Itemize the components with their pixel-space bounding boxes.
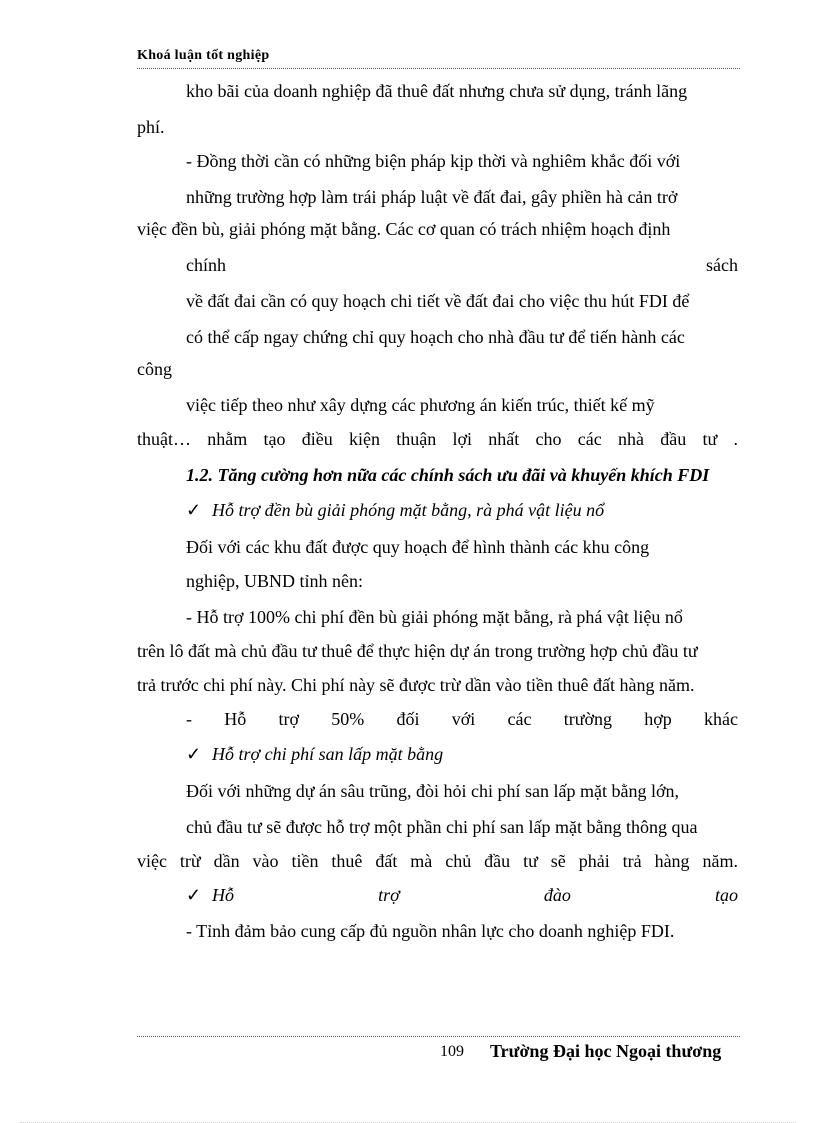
text-line: chủ đầu tư sẽ được hỗ trợ một phần chi phí san lấp mặt bằng thông qua: [186, 817, 698, 837]
bullet-item: [186, 499, 604, 521]
text-line: việc đền bù, giải phóng mặt bằng. Các cơ quan có trách nhiệm hoạch định: [137, 219, 671, 239]
bullet-item: [186, 884, 738, 906]
checkmark-icon: ✓: [186, 885, 202, 905]
running-header: Khoá luận tốt nghiệp: [137, 48, 270, 63]
section-heading: 1.2. Tăng cường hơn nữa các chính sách ưu đãi và khuyến khích FDI: [186, 465, 710, 485]
text-line: trên lô đất mà chủ đầu tư thuê để thực hiện dự án trong trường hợp chủ đầu tư: [137, 641, 698, 661]
header-divider: [137, 68, 740, 69]
text-line: công: [137, 359, 172, 379]
text-line: kho bãi của doanh nghiệp đã thuê đất nhưng chưa sử dụng, tránh lãng: [186, 81, 688, 101]
page-number: 109: [440, 1043, 464, 1060]
text-line: - Hỗ trợ 100% chi phí đền bù giải phóng mặt bằng, rà phá vật liệu nổ: [186, 607, 683, 627]
footer-school-name: Trường Đại học Ngoại thương: [490, 1041, 722, 1061]
checkmark-icon: ✓: [186, 744, 202, 764]
bullet-text: Hỗ trợ đền bù giải phóng mặt bằng, rà phá vật liệu nổ: [212, 500, 605, 520]
text-line: Đối với các khu đất được quy hoạch để hình thành các khu công: [186, 537, 650, 557]
bullet-item: [186, 743, 443, 765]
text-line: - Đồng thời cần có những biện pháp kịp thời và nghiêm khắc đối với: [186, 151, 681, 171]
text-line: Đối với những dự án sâu trũng, đòi hỏi chi phí san lấp mặt bằng lớn,: [186, 781, 679, 801]
text-line: chính sách: [186, 255, 738, 275]
text-line: có thể cấp ngay chứng chỉ quy hoạch cho nhà đầu tư để tiến hành các: [186, 327, 685, 347]
text-line: việc trừ dần vào tiền thuê đất mà chủ đầu tư sẽ phải trả hàng năm.: [137, 851, 738, 871]
text-line: việc tiếp theo như xây dựng các phương án kiến trúc, thiết kế mỹ: [186, 395, 655, 415]
bullet-text: Hỗ trợ chi phí san lấp mặt bằng: [212, 744, 444, 764]
text-line: nghiệp, UBND tỉnh nên:: [186, 571, 363, 591]
text-line: trả trước chi phí này. Chi phí này sẽ được trừ dần vào tiền thuê đất hàng năm.: [137, 675, 695, 695]
bullet-text: Hỗ trợ đào tạo: [212, 885, 738, 905]
text-line: về đất đai cần có quy hoạch chi tiết về đất đai cho việc thu hút FDI để: [186, 291, 690, 311]
text-line: - Tỉnh đảm bảo cung cấp đủ nguồn nhân lực cho doanh nghiệp FDI.: [186, 921, 675, 941]
text-line: - Hỗ trợ 50% đối với các trường hợp khác: [186, 709, 738, 729]
text-line: thuật… nhằm tạo điều kiện thuận lợi nhất cho các nhà đầu tư .: [137, 429, 738, 449]
footer-divider: [137, 1036, 740, 1037]
checkmark-icon: ✓: [186, 500, 202, 520]
text-line: những trường hợp làm trái pháp luật về đất đai, gây phiền hà cản trở: [186, 187, 678, 207]
text-line: phí.: [137, 117, 165, 137]
